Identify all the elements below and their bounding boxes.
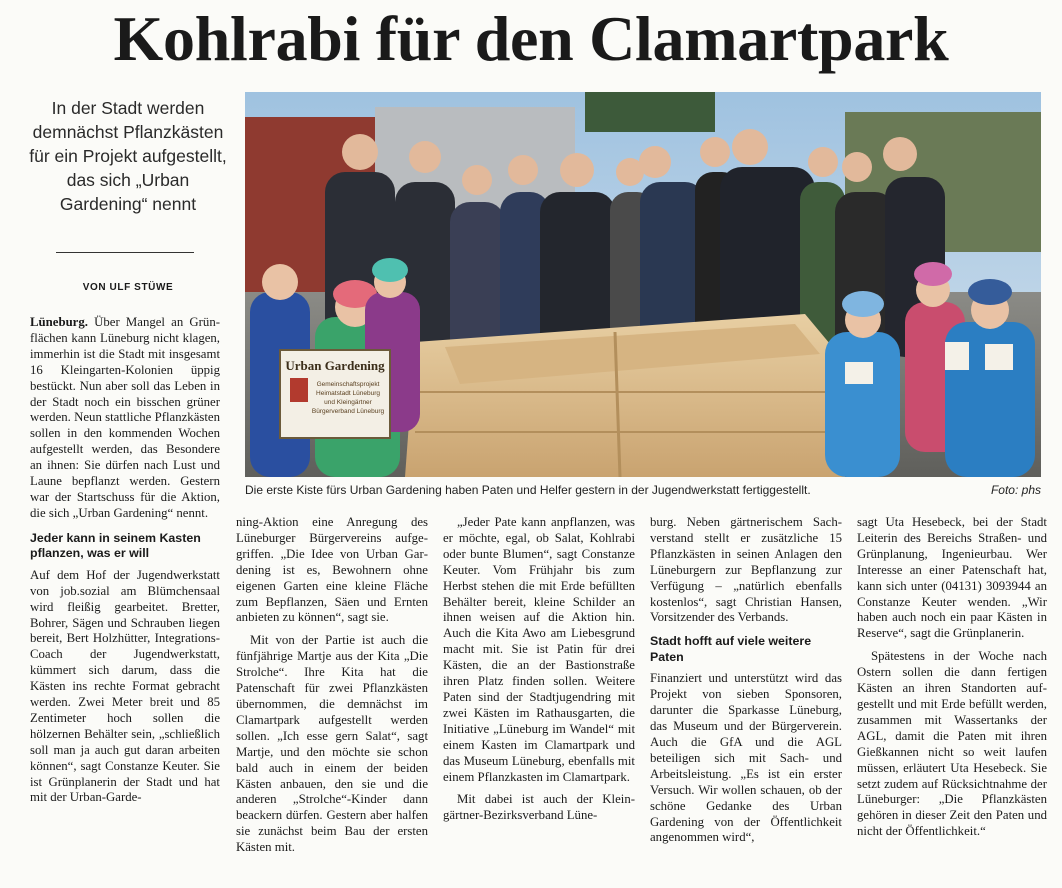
sign-line-3: und Kleingärtner (324, 399, 372, 406)
sign-line-2: Heimatstadt Lüneburg (316, 390, 380, 397)
photo-credit: Foto: phs (990, 483, 1041, 497)
photo-caption (245, 483, 1041, 497)
article-column-1 (30, 315, 220, 806)
subheading-2: Stadt hofft auf viele weitere Paten (650, 634, 812, 664)
teaser-divider (56, 252, 194, 253)
article-column-3 (443, 515, 635, 824)
article-column-5 (857, 515, 1047, 840)
article-paragraph: burg. Neben gärtnerischem Sachverstand stellt er zusätzliche 15 Pflanzkästen in seinen Anlagen den Lüneburgern zur Bepflanzung zur Verfügung – „natürlich ebenfalls kostenlos“, sagt Christian Hansen, Vorsitzender des Verbands. (650, 515, 842, 625)
article-paragraph: sagt Uta Hesebeck, bei der Stadt Leiterin des Bereichs Straßen- und Grünplanung, Ingenieurbau. Wer Interesse an einer Patenschaft hat, kann sich unter (04131) 3093944 an Constanze Keuter wenden. „Wir haben auch noch ein paar Kästen in Reserve“, sagt die Grünplanerin. (857, 515, 1047, 641)
sign-line-1: Gemeinschaftsprojekt (316, 381, 380, 388)
caption-text: Die erste Kiste fürs Urban Gardening haben Paten und Helfer gestern in der Jugendwerkstatt fertiggestellt. (245, 483, 811, 497)
article-column-2 (236, 515, 428, 856)
article-paragraph: Spätestens in der Woche nach Ostern sollen die dann fertigen Kästen an ihren Standorten aufgestellt und mit Erde befüllt werden, zusammen mit Wassertanks der AGL, damit die Paten mit ihren Gießkannen nicht so weit laufen müssen, erläutert Uta Hesebeck. Sie setzt zudem auf Rücksichtnahme der Lüneburger: „Die Pflanzkästen gehören in dieser Zeit den Paten und nicht der Öffentlichkeit.“ (857, 649, 1047, 839)
byline: VON ULF STÜWE (82, 282, 174, 293)
dateline: Lüneburg. (30, 315, 88, 329)
article-paragraph: Mit von der Partie ist auch die fünfjährige Martje aus der Kita „Die Strolche“. Ihre Kita hat die Patenschaft für zwei Pflanzkästen übernommen, die demnächst im Clamartpark aufgestellt werden sollen. „Ich esse gern Salat“, sagt Martje, und den möchte sie schon bald auch in einem der beiden Kästen anbauen, den sie und die anderen „Strolche“-Kinder dann beackern dürfen. Gestern aber halfen sie zunächst beim Bau der ersten Kästen mit. (236, 633, 428, 855)
headline: Kohlrabi für den Clamartpark (113, 3, 949, 74)
article-intro: Über Mangel an Grünflächen kann Lüneburg nicht klagen, immerhin ist die Stadt mit insgesamt 16 Kleingarten-Kolonien üppig bestückt. Nun aber soll das Leben in der Stadt noch ein bisschen grüner werden. Neun stattliche Pflanzkästen sollen in den kommenden Wochen aufgestellt werden, das Besondere an ihnen: Sie dürfen nach Lust und Laune bepflanzt werden. Gestern war der Startschuss für die Aktion, die sich „Urban Gardening“ nennt. (30, 315, 220, 520)
subheading-1: Jeder kann in seinem Kasten pflanzen, was er will (30, 530, 201, 561)
teaser: In der Stadt werden demnächst Pflanzkästen für ein Projekt aufgestellt, das sich „Urban Gardening“ nennt (29, 98, 227, 214)
sign-line-4: Bürgerverband Lüneburg (311, 408, 385, 415)
article-paragraph: Mit dabei ist auch der Kleingärtner-Bezirksverband Lüne- (443, 792, 635, 823)
article-column-4 (650, 515, 842, 846)
article-paragraph: Finanziert und unterstützt wird das Projekt von sieben Sponsoren, darunter die Sparkasse Lüneburg, das Museum und der Bürgerverein. Auch die GfA und die AGL beteiligen sich mit Sach- und Arbeitsleistung. „Es ist ein erster Versuch. Wir wollen schauen, ob der schöne Gedanke des Urban Gardening von der Öffentlichkeit angenommen wird“, (650, 671, 842, 845)
article-photo (245, 92, 1041, 477)
article-paragraph: „Jeder Pate kann anpflanzen, was er möchte, egal, ob Salat, Kohlrabi oder bunte Blumen“, sagt Constanze Keuter. Vom Frühjahr bis zum Herbst stehen die mit Erde befüllten Behälter bereit, kleine Schilder an ihnen weisen auf die Aktion hin. Auch die Kita Awo am Liebesgrund macht mit. Sie ist Patin für drei Kästen, die an der Bastionstraße ihren Platz finden sollen. Weitere Paten sind der Stadtjugendring mit zwei Kästen im Rathausgarten, die Initiative „Lüneburg im Wandel“ mit einem Kasten im Clamartpark und das Museum Lüneburg, ebenfalls mit einem Pflanzkasten im Clamartpark. (443, 515, 635, 784)
sign-title: Urban Gardening (285, 358, 385, 373)
article-paragraph: ning-Aktion eine Anregung des Lüneburger Bürgervereins aufgegriffen. „Die Idee von Urban Gardening ist es, Bewohnern ohne eigenen Garten eine kleine Fläche zum Bepflanzen, Säen und Ernten anbieten zu können“, sagt sie. (236, 515, 428, 625)
article-paragraph: Auf dem Hof der Jugendwerkstatt von job.sozial am Blümchensaal wird fleißig gearbeitet. Bretter, Bohrer, Sägen und Schrauben liegen bereit, Bert Holzhütter, Integrations-Coach der Jugendwerkstatt, kümmert sich darum, dass die Kästen ins rechte Format gebracht werden. Zwei Meter breit und 85 Zentimeter hoch sollen die hölzernen Behälter sein, „schließlich soll man ja auch gut daran arbeiten können“, sagt Constanze Keuter. Sie ist Grünplanerin der Stadt und hat mit der Urban-Garde- (30, 567, 220, 805)
